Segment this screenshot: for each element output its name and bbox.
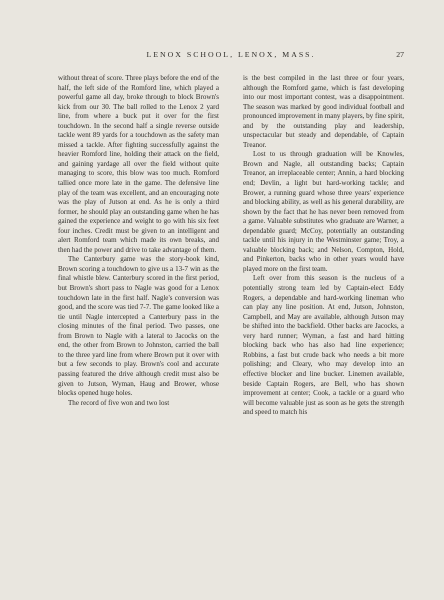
paragraph: without threat of score. Three plays before the end of the half, the left side of the Romford line, which played a powerful game all day, broke through to block Brown's kick from our 30. The ball rolled to the Lenox 2 yard line, from where a buck put it over for the first touchdown. In the second half a single reverse outside tackle went 89 yards for a touchdown as the safety man missed a tackle. After fighting successfully against the heavier Romford line, holding their attack on the field, and gaining yardage all over the field without quite managing to score, this blow was too much. Romford tallied once more late in the game. The defensive line play of the team was excellent, and an encouraging note was the play of Jutson at end. As he is only a third former, he should play an outstanding game when he has gained the experience and weight to go with his six feet four inches. Credit must be given to an intelligent and alert Romford team which made its own breaks, and then had the power and drive to take advantage of them.	[58, 74, 219, 254]
page-number: 27	[396, 50, 404, 59]
header-title: LENOX SCHOOL, LENOX, MASS.	[146, 50, 316, 59]
paragraph: The Canterbury game was the story-book kind, Brown scoring a touchdown to give us a 13-7 win as the final whistle blew. Canterbury scored in the first period, but Brown's short pass to Nagle was good for a Lenox touchdown late in the first half. Nagle's conversion was good, and the score was tied 7-7. The game looked like a tie until Nagle intercepted a Canterbury pass in the closing minutes of the final period. Two passes, one from Brown to Nagle with a lateral to Jacocks on the end, the other from Brown to Johnston, carried the ball to the three yard line from where Brown put it over with but a few seconds to play. Brown's cool and accurate passing featured the drive although credit must also be given to Jutson, Wyman, Haug and Brower, whose blocks opened huge holes.	[58, 255, 219, 398]
paragraph: Left over from this season is the nucleus of a potentially strong team led by Captain-elect Eddy Rogers, a dependable and hard-working lineman who can play any line position. At end, Jutson, Johnston, Campbell, and May are available, although Jutson may be shifted into the backfield. Other backs are Jacocks, a very hard runner; Wyman, a fast and hard hitting blocking back who has also had line experience; Robbins, a fast but crude back who needs a bit more polishing; and Cleary, who may develop into an effective blocker and line bucker. Linemen available, beside Captain Rogers, are Bell, who has shown improvement at center; Cook, a tackle or a guard who will become valuable just as soon as he gets the strength and speed to match his	[243, 274, 404, 417]
paragraph: is the best compiled in the last three or four years, although the Romford game, which is fast developing into our most important contest, was a disappointment. The season was marked by good individual football and pronounced improvement in many players, by fine spirit, and by the outstanding play and leadership, unspectacular but steady and dependable, of Captain Treanor.	[243, 74, 404, 149]
left-column	[58, 74, 219, 418]
paragraph: Lost to us through graduation will be Knowles, Brown and Nagle, all outstanding backs; Captain Treanor, an irreplaceable center; Annin, a hard blocking end; Devlin, a light but hard-working tackle; and Brower, a running guard whose three years' experience and blocking ability, as well as his general durability, are shown by the fact that he has never been removed from a game. Valuable substitutes who graduate are Warner, a dependable guard; McCoy, potentially an outstanding tackle until his injury in the Westminster game; Troy, a valuable blocking back; and Nelson, Compton, Hold, and Pinkerton, backs who in other years would have played more on the first team.	[243, 150, 404, 273]
running-header	[58, 50, 404, 64]
right-column	[243, 74, 404, 418]
two-column-body	[58, 74, 404, 418]
paragraph: The record of five won and two lost	[68, 398, 170, 407]
